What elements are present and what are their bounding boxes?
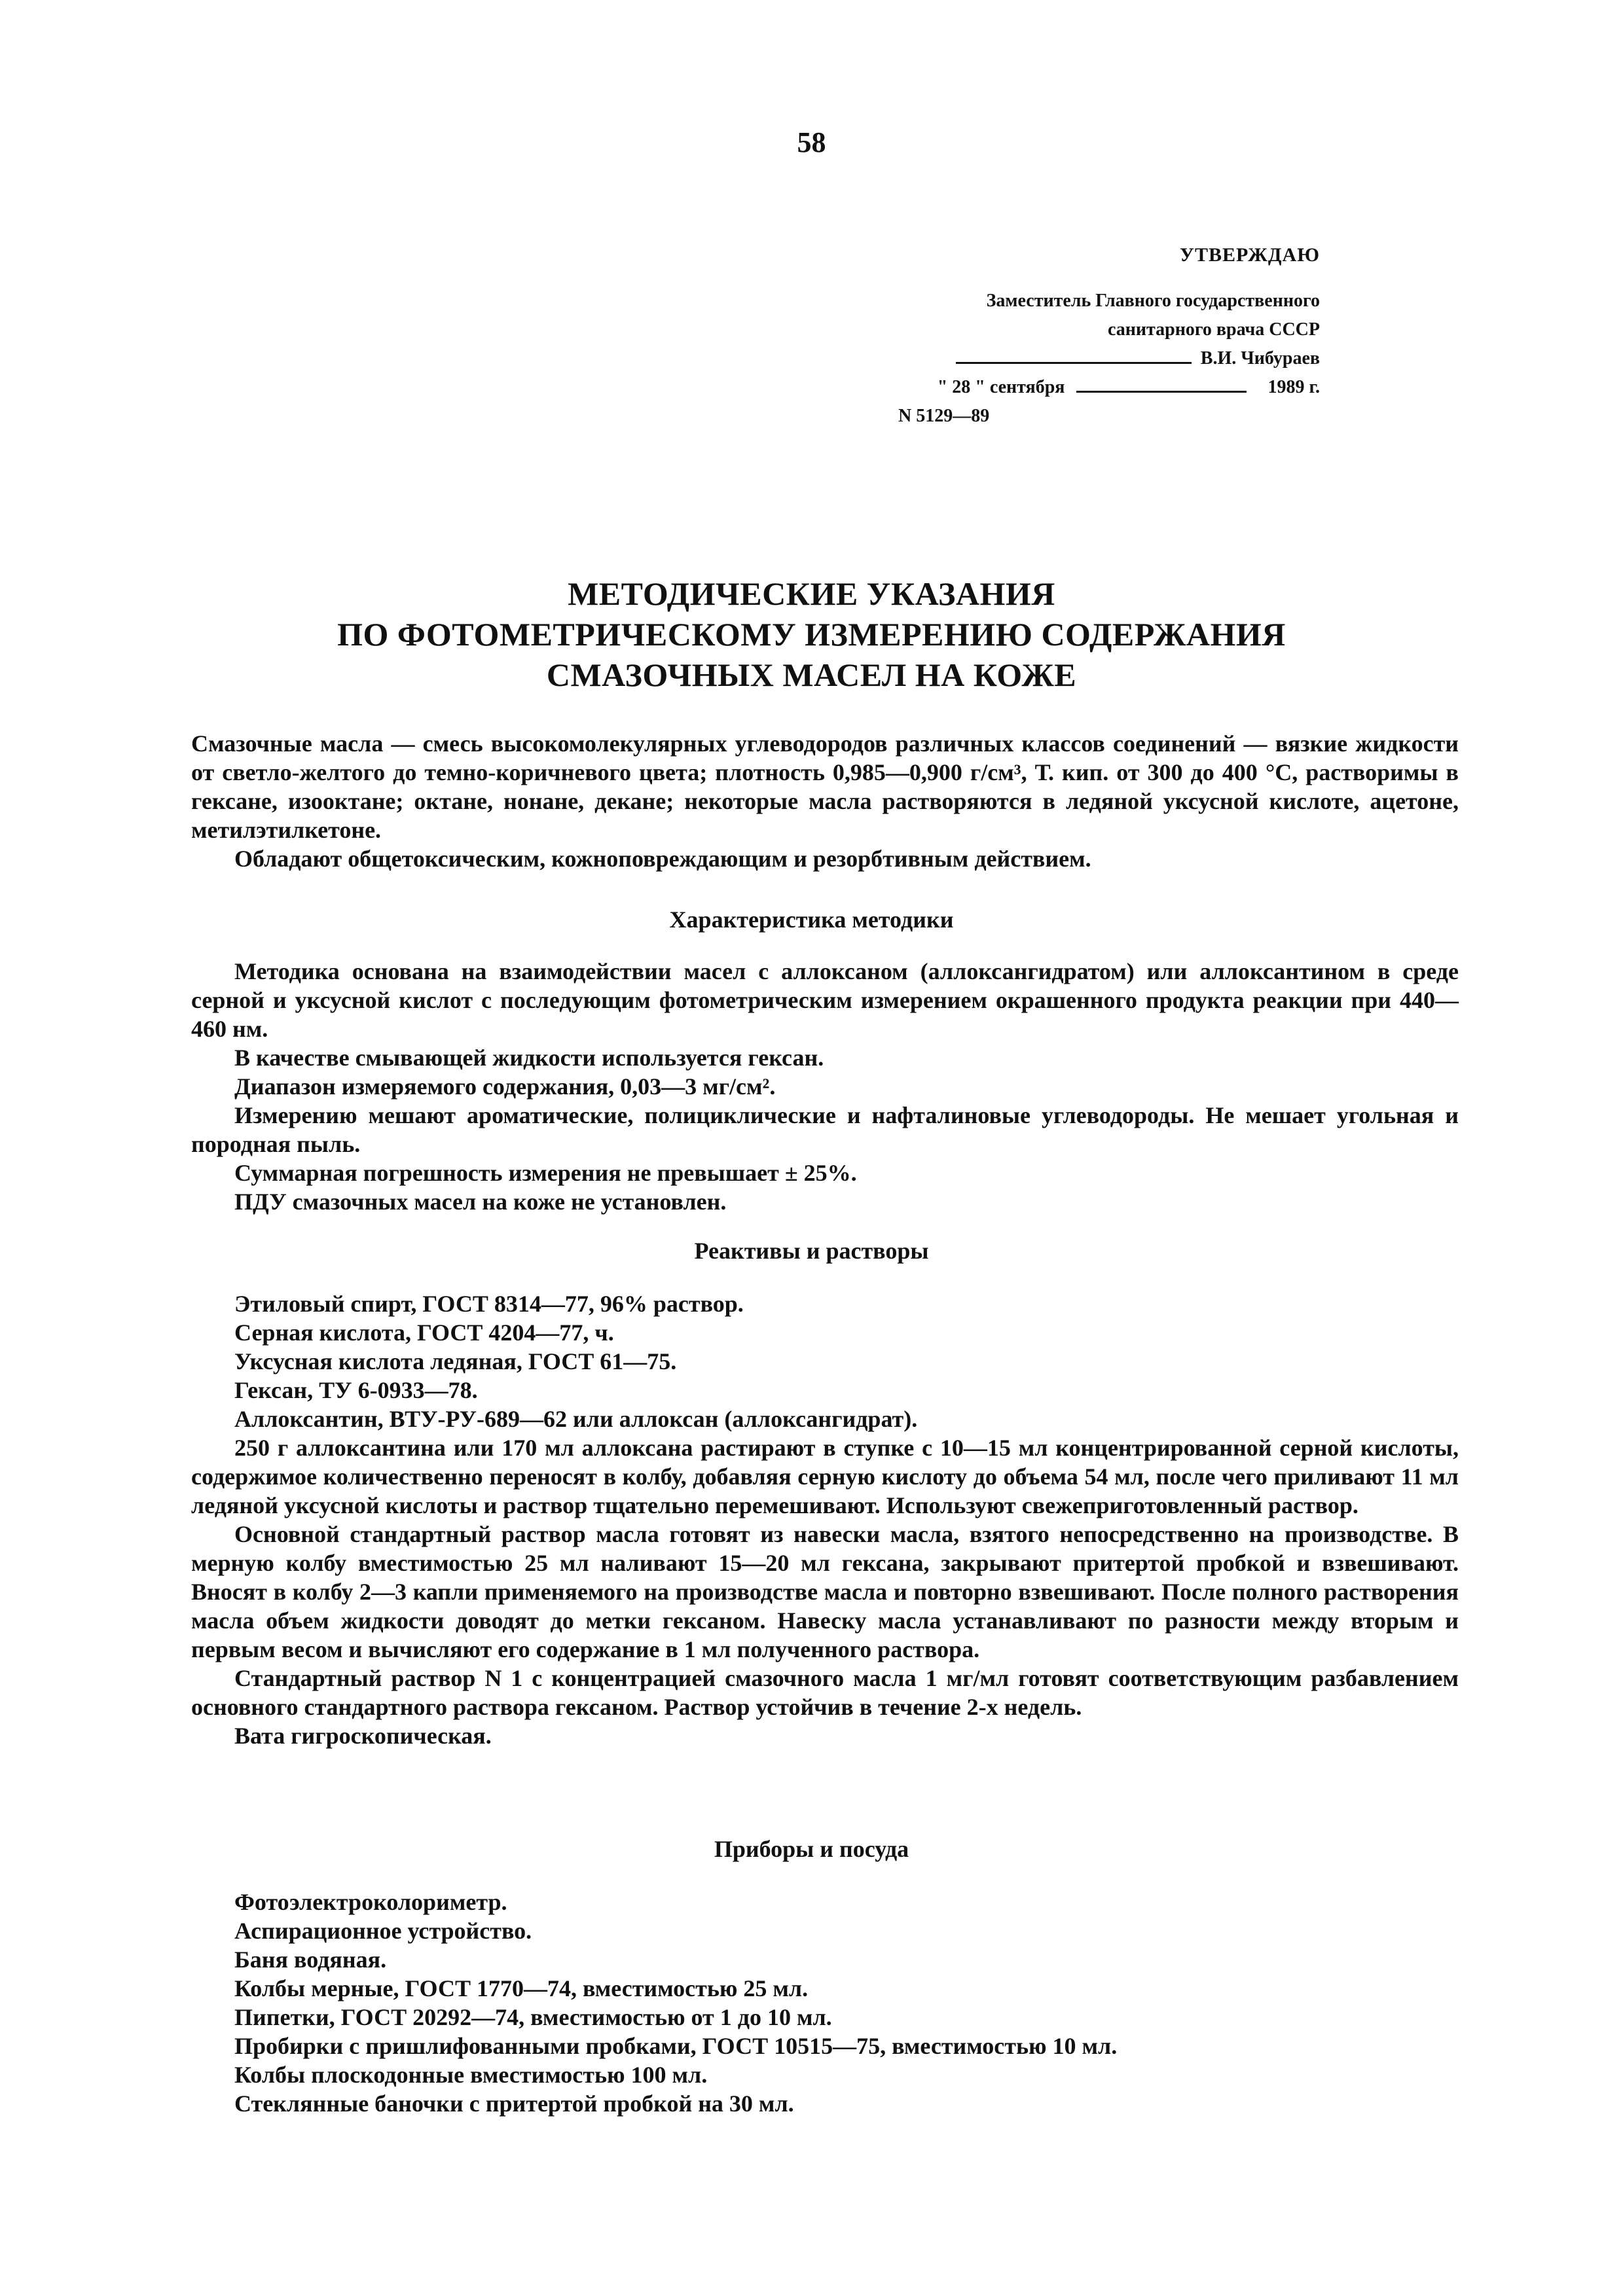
intro-paragraph-2-text: Обладают общетоксическим, кожноповреждающим и резорбтивным действием. <box>234 846 1091 872</box>
approval-doc-number: N 5129—89 <box>898 406 990 426</box>
equipment-item: Фотоэлектроколориметр. <box>234 1889 507 1915</box>
characteristics-paragraph-3: Диапазон измеряемого содержания, 0,03—3 мг/см². <box>234 1073 776 1100</box>
section-heading-equipment: Приборы и посуда <box>714 1836 909 1862</box>
page-number: 58 <box>797 126 826 158</box>
equipment-item: Пипетки, ГОСТ 20292—74, вместимостью от 1 до 10 мл. <box>234 2004 832 2030</box>
approval-position-line2: санитарного врача СССР <box>1108 319 1320 340</box>
equipment-item: Колбы плоскодонные вместимостью 100 мл. <box>234 2062 708 2088</box>
reagents-paragraph-3: Стандартный раствор N 1 с концентрацией смазочного масла 1 мг/мл готовят соответствующим разбавлением основного стандартного раствора гексаном. Раствор устойчив в течение 2-х недель. <box>191 1665 1459 1720</box>
document-title <box>0 573 1623 695</box>
approval-year: 1989 г. <box>1267 377 1320 397</box>
characteristics-paragraph-6: ПДУ смазочных масел на коже не установлен. <box>234 1189 727 1215</box>
intro-section <box>191 729 1459 873</box>
intro-paragraph-1-text: Смазочные масла — смесь высокомолекулярных углеводородов различных классов соединений — вязкие жидкости от светло-желтого до темно-коричневого цвета; плотность 0,985—0,900 г/см³, Т. кип. от 300 до 400 °С, растворимы в гексане, изооктане; октане, нонане, декане; некоторые масла растворяются в ледяной уксусной кислоте, ацетоне, метилэтилкетоне. <box>191 730 1459 843</box>
equipment-item: Колбы мерные, ГОСТ 1770—74, вместимостью 25 мл. <box>234 1975 809 2001</box>
equipment-item: Пробирки с пришлифованными пробками, ГОСТ 10515—75, вместимостью 10 мл. <box>234 2033 1118 2059</box>
reagents-paragraph-4: Вата гигроскопическая. <box>234 1723 492 1749</box>
approval-date: " 28 " сентября <box>937 377 1065 397</box>
characteristics-paragraph-5: Суммарная погрешность измерения не превышает ± 25%. <box>234 1160 857 1186</box>
reagent-item: Аллоксантин, ВТУ-РУ-689—62 или аллоксан (аллоксангидрат). <box>234 1406 918 1432</box>
equipment-item: Баня водяная. <box>234 1946 387 1973</box>
date-line <box>1076 376 1247 393</box>
title-line-2: ПО ФОТОМЕТРИЧЕСКОМУ ИЗМЕРЕНИЮ СОДЕРЖАНИЯ <box>337 616 1286 653</box>
characteristics-paragraph-2: В качестве смывающей жидкости используется гексан. <box>234 1045 824 1071</box>
reagents-paragraph-2: Основной стандартный раствор масла готовят из навески масла, взятого непосредственно на производстве. В мерную колбу вместимостью 25 мл наливают 15—20 мл гексана, закрывают притертой пробкой и взвешивают. Вносят в колбу 2—3 капли применяемого на производстве масла и повторно взвешивают. После полного растворения масла объем жидкости доводят до метки гексаном. Навеску масла устанавливают по разности между вторым и первым весом и вычисляют его содержание в 1 мл полученного раствора. <box>191 1521 1459 1662</box>
section-heading-reagents: Реактивы и растворы <box>694 1238 929 1264</box>
reagent-item: Гексан, ТУ 6-0933—78. <box>234 1377 478 1403</box>
reagent-item: Серная кислота, ГОСТ 4204—77, ч. <box>234 1319 614 1346</box>
reagent-item: Уксусная кислота ледяная, ГОСТ 61—75. <box>234 1348 677 1374</box>
characteristics-paragraph-1: Методика основана на взаимодействии масел с аллоксаном (аллоксангидратом) или аллоксантином в среде серной и уксусной кислот с последующим фотометрическим измерением окрашенного продукта реакции при 440—460 нм. <box>191 958 1459 1042</box>
reagent-item: Этиловый спирт, ГОСТ 8314—77, 96% раствор. <box>234 1291 744 1317</box>
approval-signer: В.И. Чибураев <box>1200 348 1320 368</box>
intro-paragraph-1 <box>191 729 1459 844</box>
section-heading-characteristics: Характеристика методики <box>669 906 954 933</box>
approval-block <box>898 241 1320 431</box>
intro-paragraph-2 <box>191 844 1459 873</box>
equipment-item: Аспирационное устройство. <box>234 1918 532 1944</box>
title-line-3: СМАЗОЧНЫХ МАСЕЛ НА КОЖЕ <box>546 656 1077 693</box>
equipment-section <box>191 1888 1459 2118</box>
approval-signature-row <box>901 344 1320 373</box>
title-line-1: МЕТОДИЧЕСКИЕ УКАЗАНИЯ <box>568 575 1055 612</box>
approval-position-line1: Заместитель Главного государственного <box>986 291 1320 311</box>
signature-line <box>956 348 1192 364</box>
characteristics-paragraph-4: Измерению мешают ароматические, полициклические и нафталиновые углеводороды. Не мешает угольная и породная пыль. <box>191 1102 1459 1157</box>
characteristics-section <box>191 957 1459 1216</box>
equipment-item: Стеклянные баночки с притертой пробкой на 30 мл. <box>234 2090 794 2117</box>
approval-heading: УТВЕРЖДАЮ <box>1179 244 1320 266</box>
reagents-section <box>191 1289 1459 1750</box>
reagents-paragraph-1: 250 г аллоксантина или 170 мл аллоксана растирают в ступке с 10—15 мл концентрированной серной кислоты, содержимое количественно переносят в колбу, добавляя серную кислоту до объема 54 мл, после чего приливают 11 мл ледяной уксусной кислоты и раствор тщательно перемешивают. Используют свежеприготовленный раствор. <box>191 1435 1459 1518</box>
approval-date-row <box>901 373 1320 402</box>
